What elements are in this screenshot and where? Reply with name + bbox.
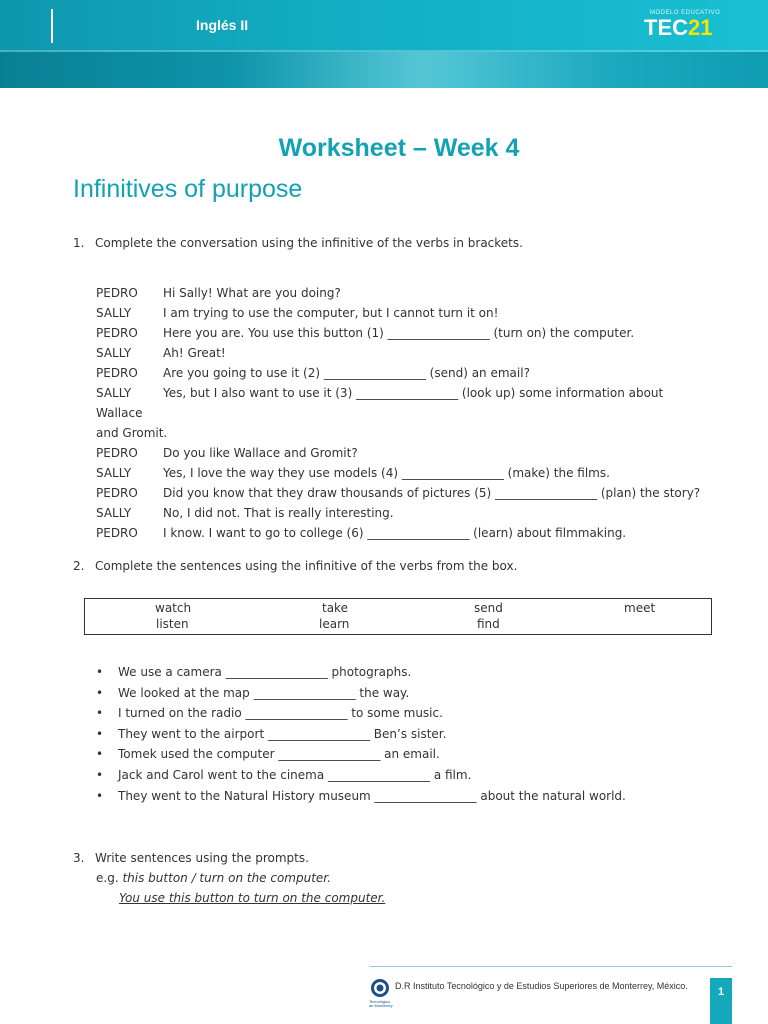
- worksheet-subtitle: Infinitives of purpose: [73, 175, 303, 203]
- speaker-name: SALLY: [96, 466, 132, 480]
- sentence-item: [96, 744, 716, 765]
- dialogue-text: Did you know that they draw thousands of pictures (5) _________________ (plan) the story?: [163, 486, 701, 500]
- sentence-item: [96, 786, 716, 807]
- sentence-text: Jack and Carol went to the cinema _________________ a film.: [118, 767, 472, 782]
- dialogue-line: [96, 343, 711, 363]
- dialogue-text: I am trying to use the computer, but I cannot turn it on!: [163, 306, 499, 320]
- word-box-item: learn: [319, 617, 350, 631]
- bullet-icon: •: [96, 685, 104, 700]
- sentence-list: [96, 662, 716, 806]
- sentence-text: Tomek used the computer _________________ an email.: [118, 747, 440, 762]
- sentence-item: [96, 724, 716, 745]
- dialogue-text: Ah! Great!: [163, 346, 226, 360]
- question-2-instruction: 2. Complete the sentences using the infinitive of the verbs from the box.: [73, 559, 518, 573]
- speaker-name: PEDRO: [96, 366, 138, 380]
- question-1-instruction: 1. Complete the conversation using the infinitive of the verbs in brackets.: [73, 236, 523, 250]
- dialogue-line: [96, 523, 711, 543]
- speaker-name: SALLY: [96, 386, 132, 400]
- course-name: Inglés II: [196, 17, 249, 33]
- footer-copyright: D.R Instituto Tecnológico y de Estudios Superiores de Monterrey, México.: [395, 981, 688, 991]
- dialogue-text: Here you are. You use this button (1) _________________ (turn on) the computer.: [163, 326, 635, 340]
- example-prompt: e.g. this button / turn on the computer.: [96, 871, 331, 885]
- dialogue-text: Yes, I love the way they use models (4) _________________ (make) the films.: [163, 466, 610, 480]
- header-vertical-bar: [51, 9, 53, 43]
- dialogue-text: Yes, but I also want to use it (3) _________________ (look up) some information about Wallace: [96, 386, 664, 420]
- dialogue-line: [96, 503, 711, 523]
- dialogue-text: No, I did not. That is really interesting.: [163, 506, 394, 520]
- speaker-name: SALLY: [96, 506, 132, 520]
- word-box-item: find: [477, 617, 500, 631]
- speaker-name: PEDRO: [96, 526, 138, 540]
- dialogue-line: [96, 383, 711, 423]
- speaker-name: PEDRO: [96, 286, 138, 300]
- dialogue-text: and Gromit.: [96, 426, 168, 440]
- dialogue-text: Do you like Wallace and Gromit?: [163, 446, 358, 460]
- speaker-name: PEDRO: [96, 486, 138, 500]
- question-3-instruction: 3. Write sentences using the prompts.: [73, 851, 309, 865]
- header-banner: [0, 0, 768, 88]
- speaker-name: SALLY: [96, 346, 132, 360]
- worksheet-title: Worksheet – Week 4: [278, 134, 520, 162]
- dialogue-line: [96, 483, 711, 503]
- dialogue-line: [96, 323, 711, 343]
- conversation: [96, 283, 711, 543]
- dialogue-line: [96, 443, 711, 463]
- institution-seal-icon: [370, 978, 390, 998]
- dialogue-line: [96, 463, 711, 483]
- dialogue-line: [96, 303, 711, 323]
- word-box-item: watch: [155, 601, 192, 615]
- dialogue-line: [96, 363, 711, 383]
- dialogue-text: I know. I want to go to college (6) _________________ (learn) about filmmaking.: [163, 526, 627, 540]
- sentence-item: [96, 683, 716, 704]
- dialogue-text: Are you going to use it (2) _________________ (send) an email?: [163, 366, 530, 380]
- word-box-item: listen: [156, 617, 189, 631]
- logo-small-text: MODELO EDUCATIVO: [650, 10, 721, 16]
- bullet-icon: •: [96, 665, 104, 679]
- banner-decoration: [0, 52, 768, 88]
- page-number: 1: [710, 978, 732, 1024]
- word-box-item: take: [322, 601, 348, 615]
- sentence-text: They went to the Natural History museum _________________ about the natural world.: [118, 788, 626, 803]
- word-box-item: meet: [624, 601, 656, 615]
- sentence-item: [96, 765, 716, 786]
- footer-divider: [370, 966, 732, 967]
- example-answer: You use this button to turn on the computer.: [119, 891, 386, 905]
- bullet-icon: •: [96, 706, 104, 721]
- word-box-item: send: [474, 601, 503, 615]
- sentence-text: We use a camera _________________ photographs.: [118, 665, 412, 679]
- logo-main-text: TEC21: [644, 15, 713, 40]
- tec21-logo: [644, 10, 734, 44]
- sentence-text: They went to the airport _________________ Ben’s sister.: [118, 726, 447, 741]
- sentence-text: I turned on the radio _________________ to some music.: [118, 706, 443, 721]
- speaker-name: PEDRO: [96, 326, 138, 340]
- dialogue-text: Hi Sally! What are you doing?: [163, 286, 341, 300]
- sentence-text: We looked at the map _________________ the way.: [118, 685, 410, 700]
- word-box: [84, 598, 712, 635]
- sentence-item: [96, 662, 716, 683]
- bullet-icon: •: [96, 747, 104, 762]
- speaker-name: SALLY: [96, 306, 132, 320]
- bullet-icon: •: [96, 726, 104, 741]
- dialogue-line: [96, 283, 711, 303]
- institution-logo-text: Tecnológico de Monterrey: [369, 999, 393, 1008]
- sentence-item: [96, 703, 716, 724]
- bullet-icon: •: [96, 767, 104, 782]
- bullet-icon: •: [96, 788, 104, 803]
- dialogue-line: [96, 423, 711, 443]
- speaker-name: PEDRO: [96, 446, 138, 460]
